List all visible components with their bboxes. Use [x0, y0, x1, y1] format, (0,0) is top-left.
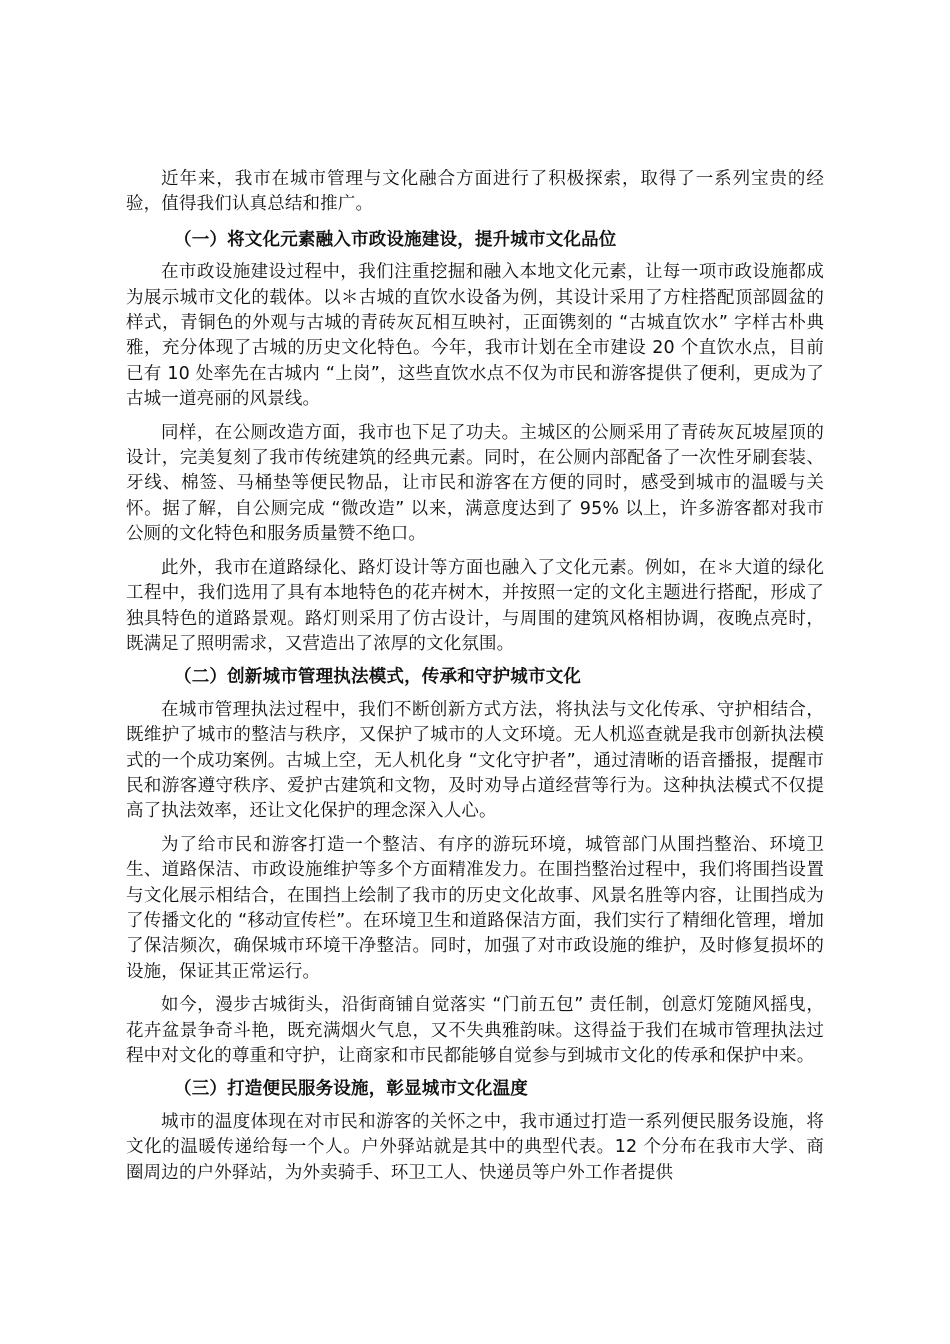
section-2 — [126, 665, 824, 1069]
body-paragraph: 在城市管理执法过程中，我们不断创新方式方法，将执法与文化传承、守护相结合，既维护了城市的整洁与秩序，又保护了城市的人文环境。无人机巡查就是我市创新执法模式的一个成功案例。古城上空，无人机化身 “文化守护者”，通过清晰的语音播报，提醒市民和游客遵守秩序、爱护古建筑和文物，及时劝导占道经营等行为。这种执法模式不仅提高了执法效率，还让文化保护的理念深入人心。 — [126, 699, 824, 822]
intro-paragraph: 近年来，我市在城市管理与文化融合方面进行了积极探索，取得了一系列宝贵的经验，值得我们认真总结和推广。 — [126, 169, 824, 215]
body-paragraph: 城市的温度体现在对市民和游客的关怀之中，我市通过打造一系列便民服务设施，将文化的温暖传递给每一个人。户外驿站就是其中的典型代表。12 个分布在我市大学、商圈周边的户外驿站，为外卖骑手、环卫工人、快递员等户外工作者提供 — [126, 1111, 824, 1183]
document-page — [126, 167, 824, 1194]
section-heading: （三）打造便民服务设施，彰显城市文化温度 — [174, 1079, 528, 1100]
section-heading: （一）将文化元素融入市政设施建设，提升城市文化品位 — [174, 229, 617, 250]
body-paragraph: 如今，漫步古城街头，沿街商铺自觉落实 “门前五包” 责任制，创意灯笼随风摇曳，花卉盆景争奇斗艳，既充满烟火气息，又不失典雅韵味。这得益于我们在城市管理执法过程中对文化的尊重和守护，让商家和市民都能够自觉参与到城市文化的传承和保护中来。 — [126, 995, 824, 1066]
section-1 — [126, 228, 824, 658]
body-paragraph: 此外，我市在道路绿化、路灯设计等方面也融入了文化元素。例如，在＊大道的绿化工程中，我们选用了具有本地特色的花卉树木，并按照一定的文化主题进行搭配，形成了独具特色的道路景观。路灯则采用了仿古设计，与周围的建筑风格相协调，夜晚点亮时，既满足了照明需求，又营造出了浓厚的文化氛围。 — [126, 557, 824, 654]
body-paragraph: 同样，在公厕改造方面，我市也下足了功夫。主城区的公厕采用了青砖灰瓦坡屋顶的设计，完美复刻了我市传统建筑的经典元素。同时，在公厕内部配备了一次性牙刷套装、牙线、棉签、马桶垫等便民物品，让市民和游客在方便的同时，感受到城市的温暖与关怀。据了解，自公厕完成 “微改造” 以来，满意度达到了 95% 以上，许多游客都对我市公厕的文化特色和服务质量赞不绝口。 — [126, 422, 824, 545]
body-paragraph: 在市政设施建设过程中，我们注重挖掘和融入本地文化元素，让每一项市政设施都成为展示城市文化的载体。以＊古城的直饮水设备为例，其设计采用了方柱搭配顶部圆盆的样式，青铜色的外观与古城的青砖灰瓦相互映衬，正面镌刻的 “古城直饮水” 字样古朴典雅，充分体现了古城的历史文化特色。今年，我市计划在全市建设 20 个直饮水点，目前已有 10 处率先在古城内 “上岗”，这些直饮水点不仅为市民和游客提供了便利，更成为了古城一道亮丽的风景线。 — [126, 262, 824, 410]
section-3 — [126, 1077, 824, 1186]
body-paragraph: 为了给市民和游客打造一个整洁、有序的游玩环境，城管部门从围挡整治、环境卫生、道路保洁、市政设施维护等多个方面精准发力。在围挡整治过程中，我们将围挡设置与文化展示相结合，在围挡上绘制了我市的历史文化故事、风景名胜等内容，让围挡成为了传播文化的 “移动宣传栏”。在环境卫生和道路保洁方面，我们实行了精细化管理，增加了保洁频次，确保城市环境干净整洁。同时，加强了对市政设施的维护，及时修复损坏的设施，保证其正常运行。 — [126, 834, 824, 982]
section-heading: （二）创新城市管理执法模式，传承和守护城市文化 — [174, 667, 582, 688]
